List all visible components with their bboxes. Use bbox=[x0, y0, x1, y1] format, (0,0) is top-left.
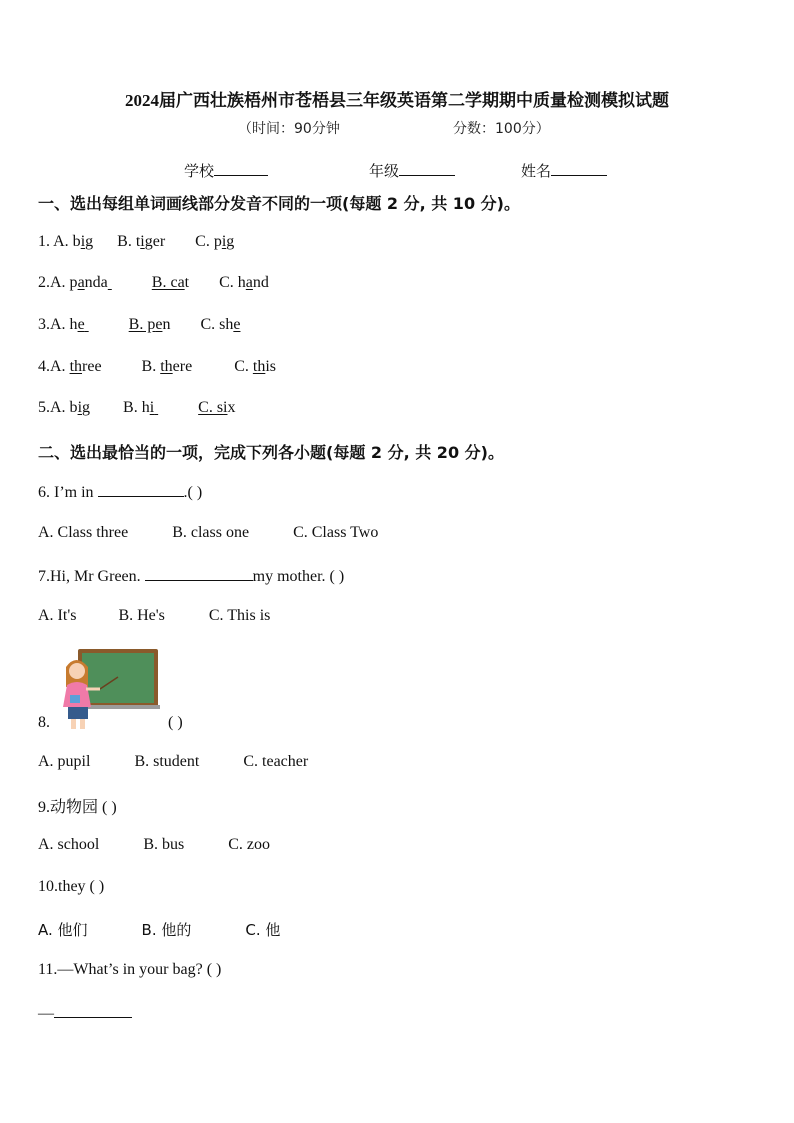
q6-blank[interactable] bbox=[98, 482, 184, 497]
q8-options bbox=[38, 753, 308, 771]
q5-option-a[interactable]: A. big bbox=[50, 399, 91, 416]
q11-answer-line: — bbox=[38, 1003, 132, 1023]
question-10: 10.they ( ) bbox=[38, 878, 105, 895]
q10-option-c[interactable]: C. 他 bbox=[245, 921, 281, 939]
q10-option-a[interactable]: A. 他们 bbox=[38, 921, 88, 939]
name-blank[interactable] bbox=[551, 161, 607, 176]
q8-option-a[interactable]: A. pupil bbox=[38, 753, 91, 770]
school-blank[interactable] bbox=[214, 161, 268, 176]
q4-option-b[interactable]: B. there bbox=[141, 358, 193, 375]
q1-option-c[interactable]: C. pig bbox=[195, 233, 235, 250]
q7-option-b[interactable]: B. He's bbox=[118, 607, 165, 624]
q3-option-c[interactable]: C. she bbox=[200, 316, 241, 333]
q6-option-b[interactable]: B. class one bbox=[172, 524, 250, 541]
grade-field bbox=[369, 160, 455, 181]
q1-option-b[interactable]: B. tiger bbox=[117, 233, 166, 250]
q2-underline-gap bbox=[108, 274, 152, 292]
q7-blank[interactable] bbox=[145, 566, 253, 581]
name-label: 姓名 bbox=[521, 162, 552, 180]
q7-options bbox=[38, 607, 270, 625]
q4-option-a[interactable]: A. three bbox=[50, 358, 102, 375]
question-5: 5.A. big B. hi C. six bbox=[38, 399, 236, 416]
q2-option-a[interactable]: A. panda bbox=[50, 274, 108, 291]
section-1-heading: 一、选出每组单词画线部分发音不同的一项(每题 2 分, 共 10 分)。 bbox=[38, 194, 520, 213]
q7-option-a[interactable]: A. It's bbox=[38, 607, 77, 624]
section-2-heading: 二、选出最恰当的一项，完成下列各小题(每题 2 分, 共 20 分)。 bbox=[38, 443, 504, 462]
school-label: 学校 bbox=[184, 162, 215, 180]
question-11: 11.—What’s in your bag? ( ) bbox=[38, 961, 222, 978]
q9-option-a[interactable]: A. school bbox=[38, 836, 100, 853]
school-field bbox=[184, 160, 268, 181]
q4-option-c[interactable]: C. this bbox=[234, 358, 276, 375]
q2-option-b[interactable]: B. cat bbox=[151, 274, 190, 291]
question-8: 8. ( ) bbox=[38, 714, 183, 731]
q8-option-b[interactable]: B. student bbox=[134, 753, 200, 770]
q5-underline-gap bbox=[154, 399, 198, 417]
exam-time: （时间：90分钟 bbox=[238, 121, 340, 137]
q10-option-b[interactable]: B. 他的 bbox=[141, 921, 192, 939]
q9-option-c[interactable]: C. zoo bbox=[228, 836, 271, 853]
q6-option-a[interactable]: A. Class three bbox=[38, 524, 129, 541]
q3-option-b[interactable]: B. pen bbox=[128, 316, 171, 333]
q1-option-a[interactable]: A. big bbox=[53, 233, 94, 250]
q10-options bbox=[38, 919, 280, 940]
q11-blank[interactable] bbox=[54, 1003, 132, 1018]
name-field bbox=[521, 160, 607, 181]
q9-options bbox=[38, 836, 270, 854]
question-4: 4.A. three B. there C. this bbox=[38, 358, 276, 375]
grade-label: 年级 bbox=[369, 162, 400, 180]
q3-option-a[interactable]: A. he bbox=[50, 316, 85, 333]
q5-option-c[interactable]: C. six bbox=[198, 399, 236, 416]
page-title: 2024届广西壮族梧州市苍梧县三年级英语第二学期期中质量检测模拟试题 bbox=[125, 91, 669, 110]
question-3: 3.A. he B. pen C. she bbox=[38, 316, 241, 333]
grade-blank[interactable] bbox=[399, 161, 455, 176]
question-9: 9.动物园 ( ) bbox=[38, 799, 117, 816]
question-2: 2.A. panda B. cat C. hand bbox=[38, 274, 269, 291]
q8-option-c[interactable]: C. teacher bbox=[243, 753, 309, 770]
question-6: 6. I’m in .( ) bbox=[38, 484, 203, 501]
q5-option-b[interactable]: B. hi bbox=[123, 399, 155, 416]
q8-answer-paren[interactable]: ( ) bbox=[168, 714, 183, 731]
question-7: 7.Hi, Mr Green. my mother. ( ) bbox=[38, 568, 345, 585]
q3-underline-gap bbox=[85, 316, 129, 334]
exam-score: 分数：100分） bbox=[453, 121, 550, 137]
q6-option-c[interactable]: C. Class Two bbox=[293, 524, 379, 541]
q9-option-b[interactable]: B. bus bbox=[143, 836, 185, 853]
q2-option-c[interactable]: C. hand bbox=[219, 274, 269, 291]
q6-options bbox=[38, 524, 378, 542]
q7-option-c[interactable]: C. This is bbox=[208, 607, 271, 624]
question-1: 1. A. big B. tiger C. pig bbox=[38, 233, 235, 250]
